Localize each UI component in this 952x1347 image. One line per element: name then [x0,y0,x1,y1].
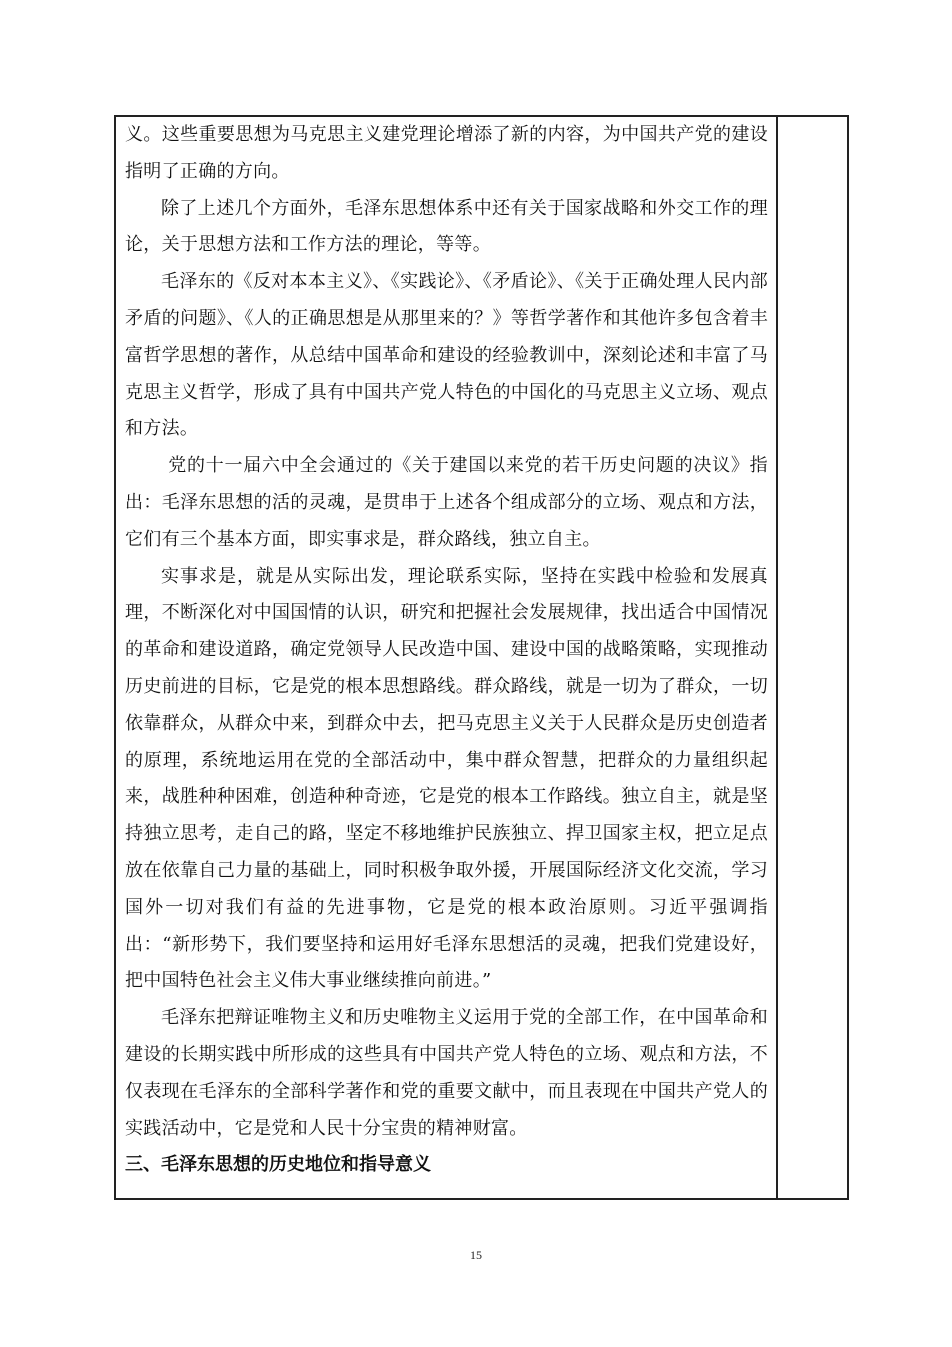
paragraph-dialectical-materialism: 毛泽东把辩证唯物主义和历史唯物主义运用于党的全部工作，在中国革命和建设的长期实践中所形成的这些具有中国共产党人特色的立场、观点和方法，不仅表现在毛泽东的全部科学著作和党的重要文献中，而且表现在中国共产党人的实践活动中，它是党和人民十分宝贵的精神财富。 [125,1007,768,1139]
paragraph-philosophy-works: 毛泽东的《反对本本主义》、《实践论》、《矛盾论》、《关于正确处理人民内部矛盾的问题》、《人的正确思想是从那里来的？》等哲学著作和其他许多包含着丰富哲学思想的著作，从总结中国革命和建设的经验教训中，深刻论述和丰富了马克思主义哲学，形成了具有中国共产党人特色的中国化的马克思主义立场、观点和方法。 [125,271,768,440]
page-number: 15 [470,1248,482,1262]
paragraph-resolution: 党的十一届六中全会通过的《关于建国以来党的若干历史问题的决议》指出：毛泽东思想的活的灵魂，是贯串于上述各个组成部分的立场、观点和方法，它们有三个基本方面，即实事求是，群众路线，独立自主。 [125,455,768,550]
paragraph-continuation: 义。这些重要思想为马克思主义建党理论增添了新的内容，为中国共产党的建设指明了正确的方向。 [125,124,768,182]
paragraph-three-aspects: 实事求是，就是从实际出发，理论联系实际，坚持在实践中检验和发展真理，不断深化对中国国情的认识，研究和把握社会发展规律，找出适合中国情况的革命和建设道路，确定党领导人民改造中国、建设中国的战略策略，实现推动历史前进的目标，它是党的根本思想路线。群众路线，就是一切为了群众，一切依靠群众，从群众中来，到群众中去，把马克思主义关于人民群众是历史创造者的原理，系统地运用在党的全部活动中，集中群众智慧，把群众的力量组织起来，战胜种种困难，创造种种奇迹，它是党的根本工作路线。独立自主，就是坚持独立思考，走自己的路，坚定不移地维护民族独立、捍卫国家主权，把立足点放在依靠自己力量的基础上，同时积极争取外援，开展国际经济文化交流，学习国外一切对我们有益的先进事物，它是党的根本政治原则。习近平强调指出：“新形势下，我们要坚持和运用好毛泽东思想活的灵魂，把我们党建设好，把中国特色社会主义伟大事业继续推向前进。” [125,565,768,992]
paragraph-other-theories: 除了上述几个方面外，毛泽东思想体系中还有关于国家战略和外交工作的理论，关于思想方法和工作方法的理论，等等。 [125,197,768,256]
main-text-cell [116,117,778,1198]
section-heading: 三、毛泽东思想的历史地位和指导意义 [125,1154,431,1176]
content-table [114,115,849,1200]
side-empty-cell [778,117,847,1198]
